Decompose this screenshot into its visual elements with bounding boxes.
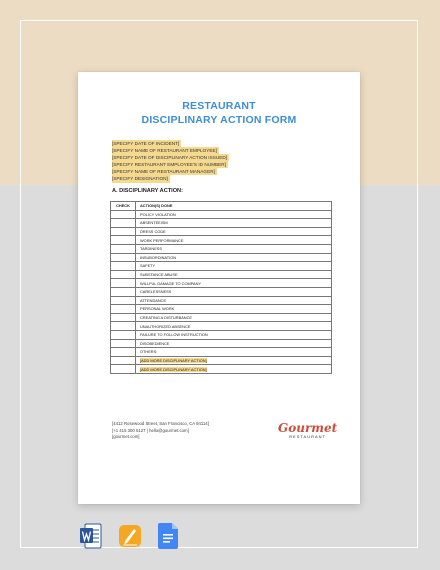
table-row — [111, 244, 332, 253]
action-cell: OTHERS: — [136, 348, 332, 357]
address-line: [4412 Rosewood Street, San Francisco, CA 94114] — [112, 421, 209, 426]
action-cell: ABSENTEEISM — [136, 219, 332, 228]
check-cell[interactable] — [111, 253, 136, 262]
table-row — [111, 253, 332, 262]
check-cell[interactable] — [111, 270, 136, 279]
action-cell: INSUBORDINATION — [136, 253, 332, 262]
field-employee-name: [SPECIFY NAME OF RESTAURANT EMPLOYEE] — [112, 148, 217, 154]
action-cell: WILLFUL DAMAGE TO COMPANY — [136, 279, 332, 288]
table-row — [111, 365, 332, 374]
field-date-of-incident: [SPECIFY DATE OF INCIDENT] — [112, 141, 180, 146]
section-title: A. DISCIPLINARY ACTION: — [112, 188, 183, 194]
logo-name: Gourmet — [278, 421, 338, 435]
check-cell[interactable] — [111, 227, 136, 236]
field-action-date: [SPECIFY DATE OF DISCIPLINARY ACTION ISSUED] — [112, 155, 228, 161]
check-cell[interactable] — [111, 296, 136, 305]
table-row — [111, 322, 332, 331]
table-row — [111, 270, 332, 279]
check-cell[interactable] — [111, 339, 136, 348]
table-row — [111, 305, 332, 314]
restaurant-address — [112, 421, 209, 441]
gourmet-logo — [278, 421, 337, 439]
action-cell: SAFETY — [136, 262, 332, 271]
table-row — [111, 296, 332, 305]
document-page — [78, 72, 360, 504]
action-cell: POLICY VIOLATION — [136, 210, 332, 219]
field-employee-id: [SPECIFY RESTAURANT EMPLOYEE'S ID NUMBER] — [112, 162, 226, 168]
check-cell[interactable] — [111, 305, 136, 314]
check-cell[interactable] — [111, 287, 136, 296]
placeholder-highlight: [ADD MORE DISCIPLINARY ACTION] — [140, 366, 207, 372]
address-phone-email: [+1 415 300 5127 | hello@gourmet.com] — [112, 427, 189, 433]
table-row — [111, 339, 332, 348]
check-cell[interactable] — [111, 356, 136, 365]
pages-icon[interactable] — [119, 523, 141, 549]
table-row — [111, 348, 332, 357]
placeholder-fields — [112, 140, 229, 183]
action-cell: TARDINESS — [136, 244, 332, 253]
table-row — [111, 219, 332, 228]
check-cell[interactable] — [111, 262, 136, 271]
action-cell: CREATING A DISTURBANCE — [136, 313, 332, 322]
action-cell: FAILURE TO FOLLOW INSTRUCTION — [136, 330, 332, 339]
field-designation: [SPECIFY DESIGNATION] — [112, 176, 168, 182]
header-check: CHECK — [111, 202, 136, 211]
table-row — [111, 330, 332, 339]
action-cell: SUBSTANCE ABUSE — [136, 270, 332, 279]
table-row — [111, 210, 332, 219]
action-cell — [136, 356, 332, 365]
header-actions-done: ACTION(S) DONE — [136, 202, 332, 211]
document-title-line2: DISCIPLINARY ACTION FORM — [141, 114, 297, 126]
action-cell — [136, 365, 332, 374]
action-cell: ATTENDANCE — [136, 296, 332, 305]
check-cell[interactable] — [111, 219, 136, 228]
table-row — [111, 236, 332, 245]
check-cell[interactable] — [111, 313, 136, 322]
table-header-row — [111, 202, 332, 211]
table-row — [111, 279, 332, 288]
check-cell[interactable] — [111, 210, 136, 219]
table-row — [111, 262, 332, 271]
check-cell[interactable] — [111, 279, 136, 288]
action-cell: DISOBEDIENCE — [136, 339, 332, 348]
word-icon[interactable] — [80, 523, 102, 549]
action-cell: PERSONAL WORK — [136, 305, 332, 314]
check-cell[interactable] — [111, 236, 136, 245]
table-row — [111, 287, 332, 296]
google-docs-icon[interactable] — [158, 523, 180, 549]
action-cell: DRESS CODE — [136, 227, 332, 236]
check-cell[interactable] — [111, 365, 136, 374]
check-cell[interactable] — [111, 348, 136, 357]
address-website: [gourmet.com] — [112, 434, 140, 440]
table-row — [111, 227, 332, 236]
placeholder-highlight: [ADD MORE DISCIPLINARY ACTION] — [140, 357, 207, 363]
action-cell: UNAUTHORIZED ABSENCE — [136, 322, 332, 331]
disciplinary-action-table — [110, 201, 332, 374]
table-row — [111, 313, 332, 322]
action-cell: CARELESSNESS — [136, 287, 332, 296]
table-row — [111, 356, 332, 365]
document-title-line1: RESTAURANT — [182, 100, 256, 112]
field-manager-name: [SPECIFY NAME OF RESTAURANT MANAGER] — [112, 169, 215, 175]
action-cell: WORK PERFORMANCE — [136, 236, 332, 245]
logo-tagline: RESTAURANT — [289, 434, 326, 439]
check-cell[interactable] — [111, 244, 136, 253]
check-cell[interactable] — [111, 330, 136, 339]
check-cell[interactable] — [111, 322, 136, 331]
